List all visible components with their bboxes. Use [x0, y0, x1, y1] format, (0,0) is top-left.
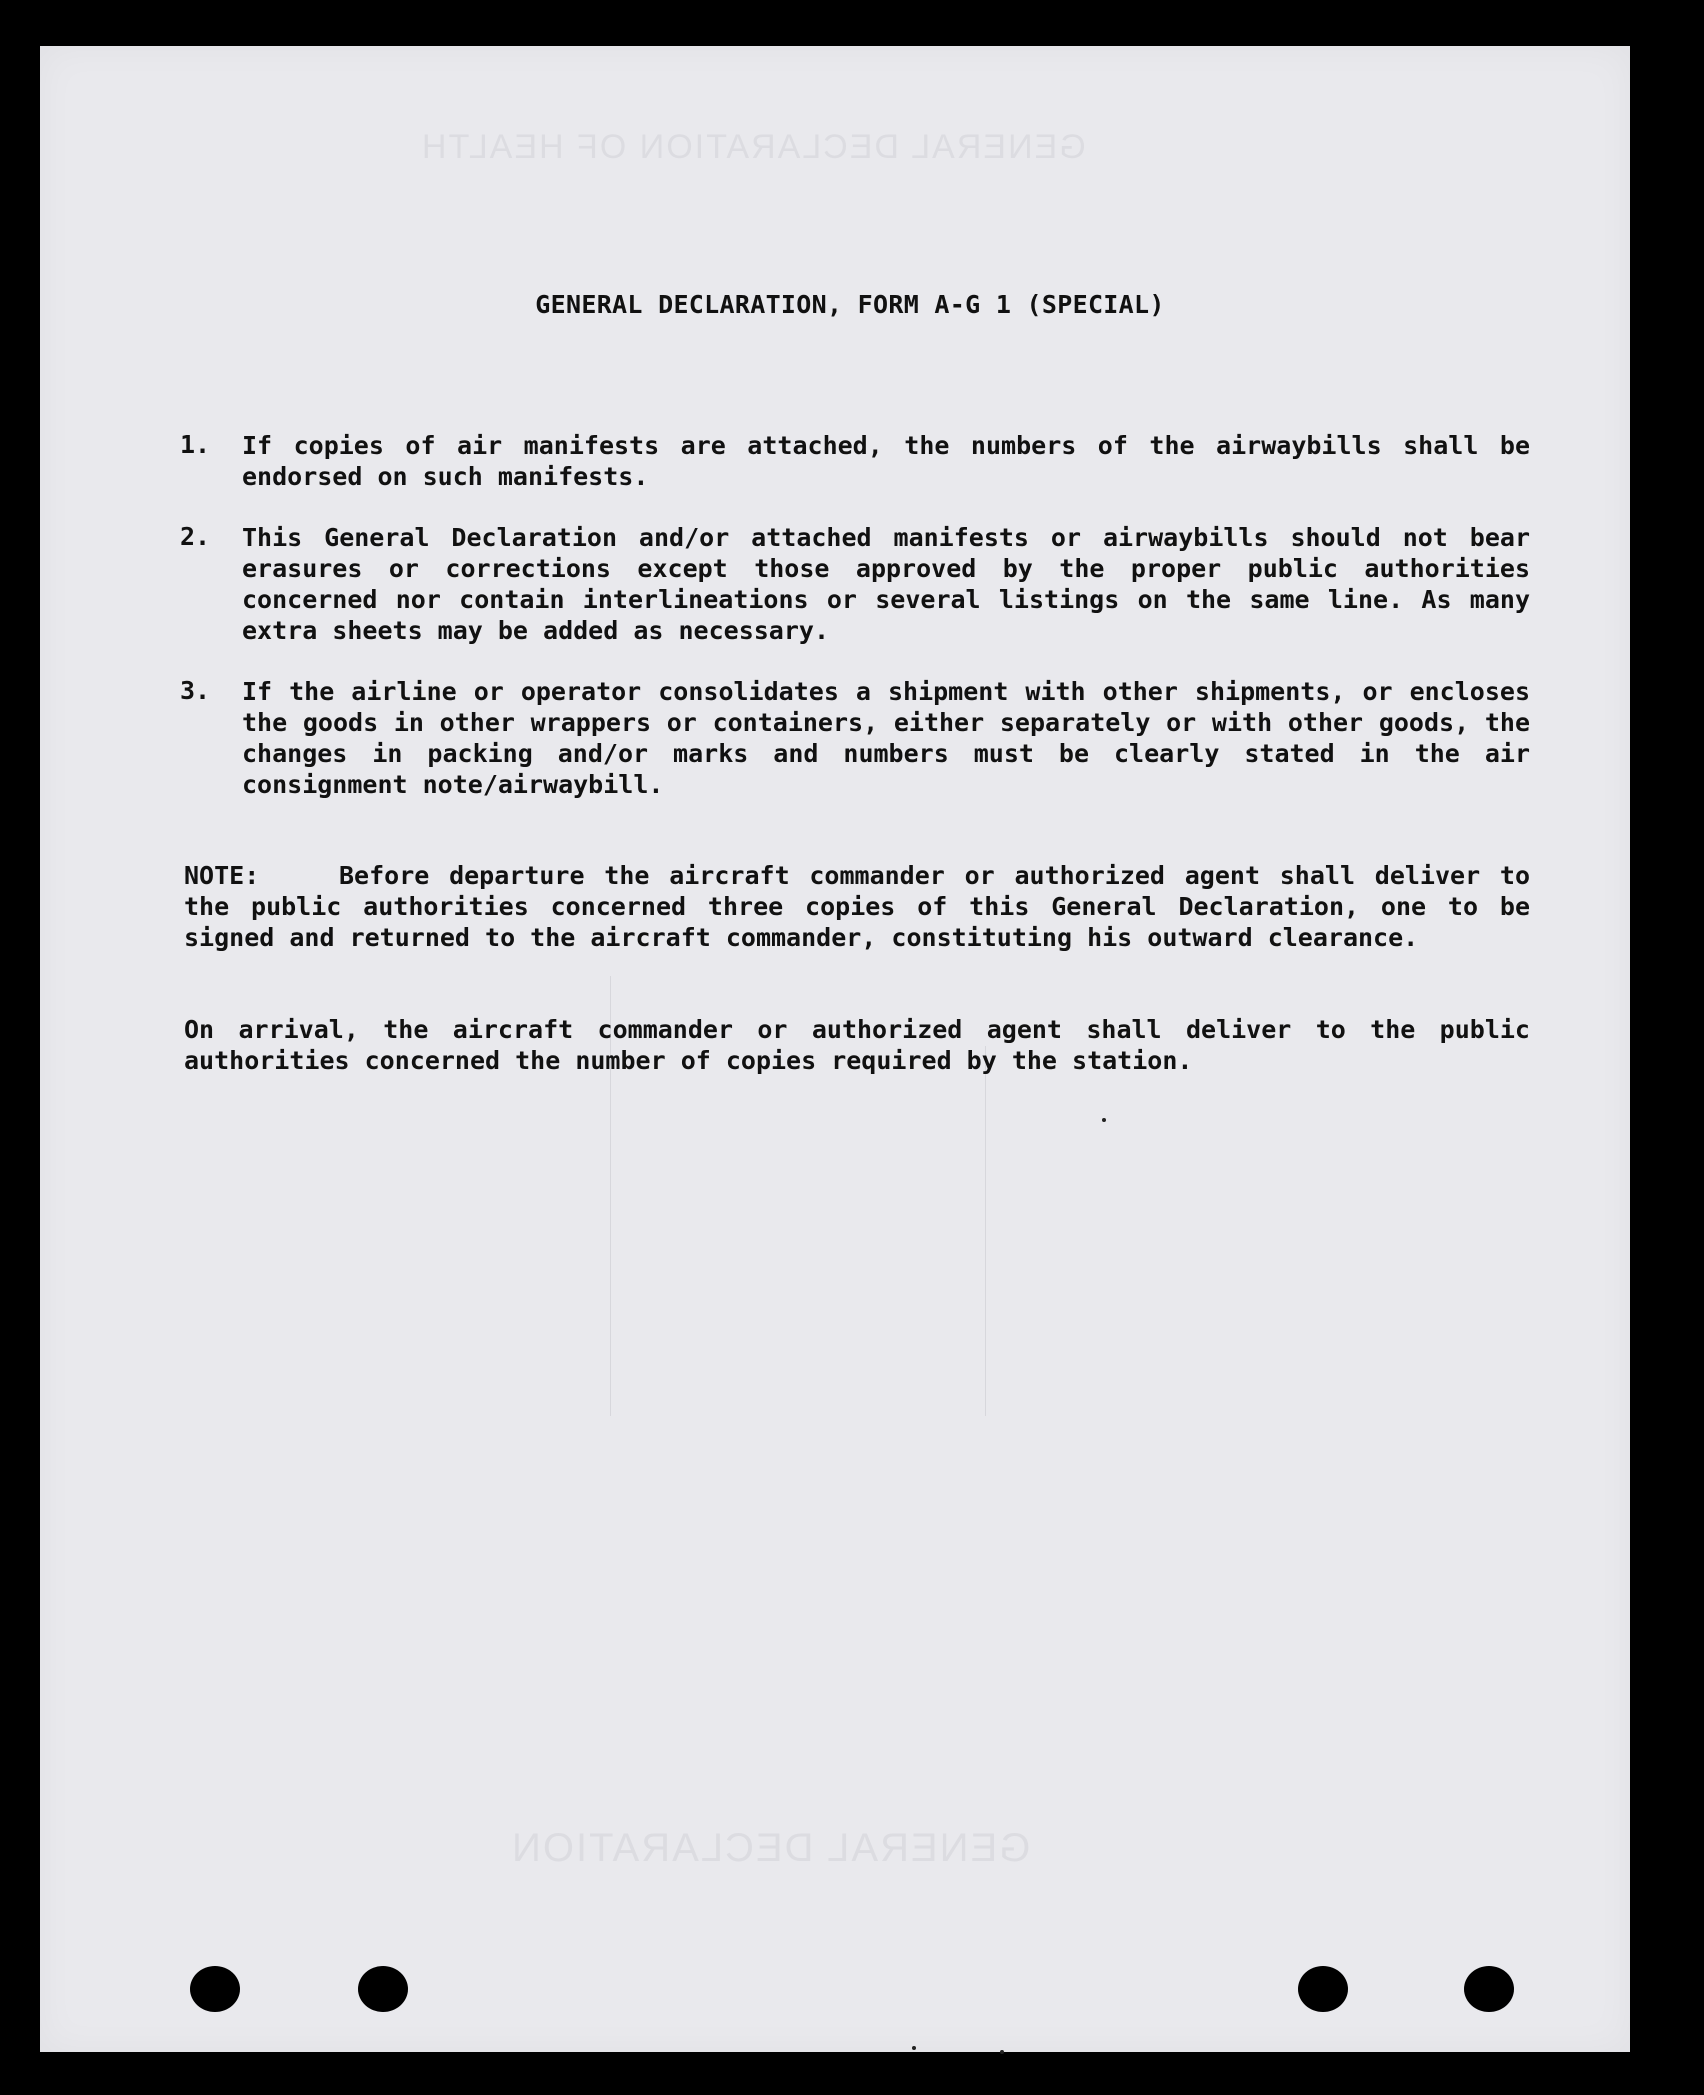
document-page: [40, 46, 1630, 2052]
note-label: NOTE:: [184, 861, 260, 890]
arrival-paragraph: On arrival, the aircraft commander or authorized agent shall deliver to the public authorities concerned the number of copies required by the station.: [184, 1015, 1530, 1075]
note-text: Before departure the aircraft commander or authorized agent shall deliver to the public authorities concerned three copies of this General Declaration, one to be signed and returned to the aircraft commander, constituting his outward clearance.: [184, 861, 1530, 952]
speck: [1102, 1118, 1106, 1122]
margin-mark: [1656, 462, 1666, 469]
speck: [1000, 2050, 1004, 2054]
note-paragraph: [184, 860, 1530, 953]
punch-hole: [1298, 1966, 1348, 2012]
punch-hole: [358, 1966, 408, 2012]
show-through-text-top: GENERAL DECLARATION OF HEALTH: [420, 128, 1086, 166]
speck: [912, 2046, 916, 2050]
list-item: [180, 430, 1530, 492]
document-title: GENERAL DECLARATION, FORM A-G 1 (SPECIAL): [535, 290, 1165, 319]
margin-mark: [1652, 310, 1658, 312]
list-item: [180, 522, 1530, 646]
item-text: This General Declaration and/or attached manifests or airwaybills should not bear erasures or corrections except those approved by the proper public authorities concerned nor contain interlineations or several listings on the same line. As many extra sheets may be added as necessary.: [242, 523, 1530, 645]
punch-hole: [190, 1966, 240, 2012]
show-through-text-bottom: GENERAL DECLARATION: [510, 1826, 1031, 1870]
item-number: 2.: [180, 522, 211, 551]
instruction-list: [180, 430, 1530, 830]
item-text: If the airline or operator consolidates a shipment with other shipments, or encloses the goods in other wrappers or containers, either separately or with other goods, the changes in packing and/or marks and numbers must be clearly stated in the air consignment note/airwaybill.: [242, 677, 1530, 799]
show-through-rule: [985, 1046, 986, 1416]
item-number: 3.: [180, 676, 211, 705]
item-number: 1.: [180, 430, 211, 459]
margin-mark: [1652, 906, 1657, 911]
list-item: [180, 676, 1530, 800]
item-text: If copies of air manifests are attached, the numbers of the airwaybills shall be endorsed on such manifests.: [242, 431, 1530, 491]
punch-hole: [1464, 1966, 1514, 2012]
